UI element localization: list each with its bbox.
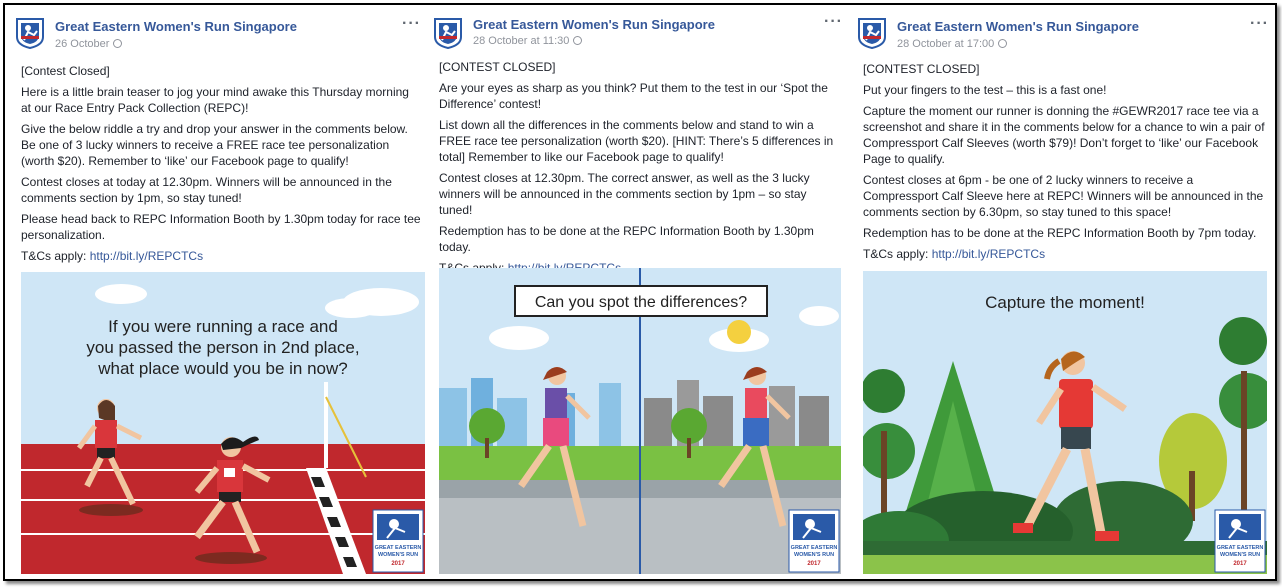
page-avatar[interactable] xyxy=(433,17,463,49)
post-paragraph: Redemption has to be done at the REPC Information Booth by 7pm today. xyxy=(863,226,1257,240)
post-text xyxy=(857,55,1269,262)
event-logo-badge xyxy=(1215,510,1265,572)
event-logo-badge xyxy=(789,510,839,572)
post-paragraph: [CONTEST CLOSED] xyxy=(439,60,556,74)
post-image[interactable] xyxy=(21,272,425,574)
page-avatar[interactable] xyxy=(857,17,887,49)
post-text xyxy=(433,55,839,276)
post-paragraph: [CONTEST CLOSED] xyxy=(863,62,980,76)
tcs-line xyxy=(863,246,1265,262)
post-paragraph: [Contest Closed] xyxy=(21,64,110,78)
logo-text: GREAT EASTERN xyxy=(374,545,422,551)
ellipsis-icon[interactable]: ··· xyxy=(1250,15,1269,32)
globe-icon xyxy=(573,36,582,45)
page-name-link[interactable]: Great Eastern Women's Run Singapore xyxy=(473,17,715,32)
image-heading: Capture the moment! xyxy=(985,293,1145,312)
post-paragraph: Give the below riddle a try and drop your answer in the comments below. Be one of 3 lucky winners to receive a FREE race tee personalization (worth $20). Remember to ‘like’ our Facebook page to qualify! xyxy=(21,122,408,168)
logo-text: GREAT EASTERN xyxy=(1216,545,1264,551)
logo-text: 2017 xyxy=(807,561,821,567)
post-timestamp[interactable] xyxy=(55,38,122,50)
post-2 xyxy=(433,13,843,567)
post-header xyxy=(857,13,1269,55)
event-logo-badge xyxy=(373,510,423,572)
post-paragraph: Put your fingers to the test – this is a fast one! xyxy=(863,83,1107,97)
page-name-link[interactable]: Great Eastern Women's Run Singapore xyxy=(897,19,1139,34)
ellipsis-icon[interactable]: ··· xyxy=(824,13,843,30)
post-text xyxy=(15,55,421,264)
globe-icon xyxy=(998,39,1007,48)
post-paragraph: List down all the differences in the comments below and stand to win a FREE race tee personalization (worth $20). [HINT: There’s 5 differences in total] Remember to like our Facebook page to qualify! xyxy=(439,118,834,164)
page-avatar[interactable] xyxy=(15,17,45,49)
ellipsis-icon[interactable]: ··· xyxy=(402,15,421,32)
post-paragraph: Are your eyes as sharp as you think? Put them to the test in our ‘Spot the Difference’ contest! xyxy=(439,81,828,111)
post-paragraph: Contest closes at 6pm - be one of 2 lucky winners to receive a Compressport Calf Sleeve here at REPC! Winners will be announced in the comments section by 6.30pm, so stay tuned to this space! xyxy=(863,173,1264,219)
post-image[interactable] xyxy=(863,271,1267,574)
post-paragraph: Capture the moment our runner is donning the #GEWR2017 race tee via a screenshot and share it in the comments below for a chance to win a pair of Compressport Calf Sleeves (worth $79)! Don’t forget to ‘like’ our Facebook Page to qualify. xyxy=(863,104,1265,166)
post-header xyxy=(15,13,421,55)
logo-text: WOMEN'S RUN xyxy=(793,552,835,558)
logo-text: WOMEN'S RUN xyxy=(377,552,419,558)
post-date[interactable]: 28 October at 17:00 xyxy=(897,38,995,50)
post-date[interactable]: 28 October at 11:30 xyxy=(473,35,570,47)
post-paragraph: Contest closes at 12.30pm. The correct answer, as well as the 3 lucky winners will be announced in the comments section by 1pm – so stay tuned! xyxy=(439,171,810,217)
tcs-link[interactable]: http://bit.ly/REPCTCs xyxy=(89,249,204,263)
post-1 xyxy=(15,13,422,567)
tcs-line xyxy=(21,248,421,264)
logo-text: GREAT EASTERN xyxy=(790,545,838,551)
image-heading: Can you spot the differences? xyxy=(534,294,748,311)
post-paragraph: Redemption has to be done at the REPC Information Booth by 1.30pm today. xyxy=(439,224,814,254)
post-date[interactable]: 26 October xyxy=(55,38,110,50)
post-header xyxy=(433,13,843,55)
post-paragraph: Please head back to REPC Information Booth by 1.30pm today for race tee personalization. xyxy=(21,212,421,242)
globe-icon xyxy=(113,39,122,48)
post-paragraph: Contest closes at today at 12.30pm. Winners will be announced in the comments section by 1pm, so stay tuned! xyxy=(21,175,392,205)
image-riddle-line: you passed the person in 2nd place, xyxy=(86,338,360,357)
logo-text: 2017 xyxy=(1233,561,1247,567)
logo-text: WOMEN'S RUN xyxy=(1219,552,1261,558)
post-timestamp[interactable] xyxy=(473,35,582,47)
tcs-label: T&Cs apply: xyxy=(863,247,932,261)
image-riddle-line: If you were running a race and xyxy=(108,317,338,336)
post-timestamp[interactable] xyxy=(897,38,1007,50)
post-image[interactable] xyxy=(439,268,841,574)
logo-text: 2017 xyxy=(391,561,405,567)
post-3 xyxy=(857,13,1269,567)
tcs-label: T&Cs apply: xyxy=(21,249,90,263)
tcs-link[interactable]: http://bit.ly/REPCTCs xyxy=(931,247,1046,261)
screenshot-frame xyxy=(3,3,1277,581)
page-name-link[interactable]: Great Eastern Women's Run Singapore xyxy=(55,19,297,34)
image-riddle-line: what place would you be in now? xyxy=(98,359,348,378)
post-paragraph: Here is a little brain teaser to jog your mind awake this Thursday morning at our Race Entry Pack Collection (REPC)! xyxy=(21,85,409,115)
